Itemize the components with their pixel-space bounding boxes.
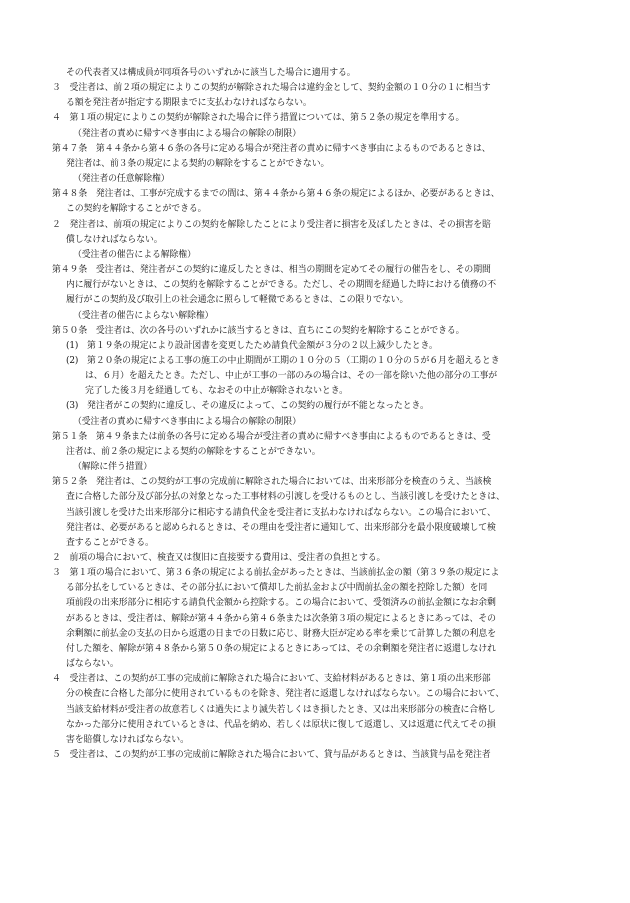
text-line: 発注者は、必要があると認められるときは、その理由を受注者に通知して、出来形部分を最小限度破壊して検	[66, 522, 496, 533]
text-line: 付した額を、解除が第４８条から第５０条の規定によるときにあっては、その余剰額を発注者に返還しなけれ	[66, 643, 496, 654]
text-line: その代表者又は構成員が同項各号のいずれかに該当した場合に適用する。	[66, 68, 356, 78]
text-line: 害を賠償しなければならない。	[66, 734, 189, 745]
text-line: 注者は、前２条の規定による契約の解除をすることができない。	[66, 446, 321, 457]
text-line: 内に履行がないときは、この契約を解除することができる。ただし、その期間を経過した時における債務の不	[66, 280, 496, 291]
text-line: なかった部分に使用されているときは、代品を納め、若しくは原状に復して返還し、又は返還に代えてその損	[66, 719, 496, 730]
text-line: （受注者の催告による解除権）	[73, 249, 196, 260]
text-line: （解除に伴う措置）	[73, 462, 152, 473]
text-line: は、６月）を超えたとき。ただし、中止が工事の一部のみの場合は、その一部を除いた他の部分の工事が	[85, 371, 498, 382]
text-line: 分の検査に合格した部分に使用されているものを除き、発注者に返還しなければならない。この場合において、	[66, 689, 505, 700]
text-line: 第４９条 受注者は、発注者がこの契約に違反したときは、相当の期間を定めてその履行の催告をし、その期間	[52, 265, 491, 276]
text-line: る額を発注者が指定する期限までに支払わなければならない。	[66, 98, 312, 109]
text-line: ２ 発注者は、前項の規定によりこの契約を解除したことにより受注者に損害を及ぼしたときは、その損害を賠	[52, 219, 491, 230]
text-line: 当該支給材料が受注者の故意若しくは過失により滅失若しくはき損したとき、又は出来形部分の検査に合格し	[66, 704, 496, 715]
text-line: 当該引渡しを受けた出来形部分に相応する請負代金を受注者に支払わなければならない。この場合において、	[66, 507, 496, 518]
text-line: ４ 受注者は、この契約が工事の完成前に解除された場合において、支給材料があるときは、第１項の出来形部	[52, 674, 491, 685]
text-line: ３ 受注者は、前２項の規定によりこの契約が解除された場合は違約金として、契約金額の１０分の１に相当す	[52, 83, 491, 94]
text-line: ３ 第１項の場合において、第３６条の規定による前払金があったときは、当該前払金の額（第３９条の規定によ	[52, 568, 500, 579]
text-line: ５ 受注者は、この契約が工事の完成前に解除された場合において、貸与品があるときは、当該貸与品を発注者	[52, 750, 491, 761]
text-line: (1) 第１９条の規定により設計図書を変更したため請負代金額が３分の２以上減少したとき。	[66, 340, 438, 351]
text-line: 履行がこの契約及び取引上の社会通念に照らして軽微であるときは、この限りでない。	[66, 295, 409, 306]
text-line: 発注者は、前３条の規定による契約の解除をすることができない。	[66, 158, 330, 169]
text-line: （発注者の責めに帰すべき事由による場合の解除の制限）	[73, 128, 301, 139]
text-line: ばならない。	[66, 659, 119, 670]
text-line: 第５２条 発注者は、この契約が工事の完成前に解除された場合においては、出来形部分を検査のうえ、当該検	[52, 477, 492, 488]
text-line: （発注者の任意解除権）	[73, 174, 170, 185]
text-line: があるときは、受注者は、解除が第４４条から第４６条または次条第３項の規定によるときにあっては、その	[66, 613, 496, 624]
text-line: ２ 前項の場合において、検査又は復旧に直接要する費用は、受注者の負担とする。	[52, 553, 386, 563]
text-line: 査に合格した部分及び部分払の対象となった工事材料の引渡しを受けるものとし、当該引渡しを受けたときは、	[66, 492, 505, 503]
text-line: (3) 発注者がこの契約に違反し、その違反によって、この契約の履行が不能となったとき。	[66, 401, 429, 412]
text-line: （受注者の催告によらない解除権）	[73, 310, 214, 321]
text-line: ４ 第１項の規定によりこの契約が解除された場合に伴う措置については、第５２条の規定を準用する。	[52, 113, 465, 124]
text-line: る部分払をしているときは、その部分払において償却した前払金および中間前払金の額を控除した額）を同	[66, 583, 488, 594]
text-line: 第４７条 第４４条から第４６条の各号に定める場合が発注者の責めに帰すべき事由によるものであるときは、	[52, 143, 491, 154]
text-line: 査することができる。	[66, 537, 154, 548]
text-line: (2) 第２０条の規定による工事の施工の中止期間が工期の１０分の５（工期の１０分の５が６月を超えるとき	[66, 355, 500, 366]
text-line: （受注者の責めに帰すべき事由による場合の解除の制限）	[73, 416, 301, 427]
text-line: 第５１条 第４９条または前条の各号に定める場合が受注者の責めに帰すべき事由によるものであるときは、受	[52, 431, 491, 442]
text-line: 第５０条 受注者は、次の各号のいずれかに該当するときは、直ちにこの契約を解除することができる。	[52, 325, 465, 336]
text-line: 償しなければならない。	[66, 234, 163, 245]
text-line: 項前段の出来形部分に相応する請負代金額から控除する。この場合において、受領済みの前払金額になお余剰	[66, 598, 496, 609]
text-line: 完了した後３月を経過しても、なおその中止が解除されないとき。	[85, 386, 348, 397]
text-line: この契約を解除することができる。	[66, 204, 207, 215]
text-line: 第４８条 発注者は、工事が完成するまでの間は、第４４条から第４６条の規定によるほか、必要があるときは、	[52, 189, 500, 200]
text-line: 余剰額に前払金の支払の日から返還の日までの日数に応じ、財務大臣が定める率を乗じて計算した額の利息を	[66, 628, 496, 639]
